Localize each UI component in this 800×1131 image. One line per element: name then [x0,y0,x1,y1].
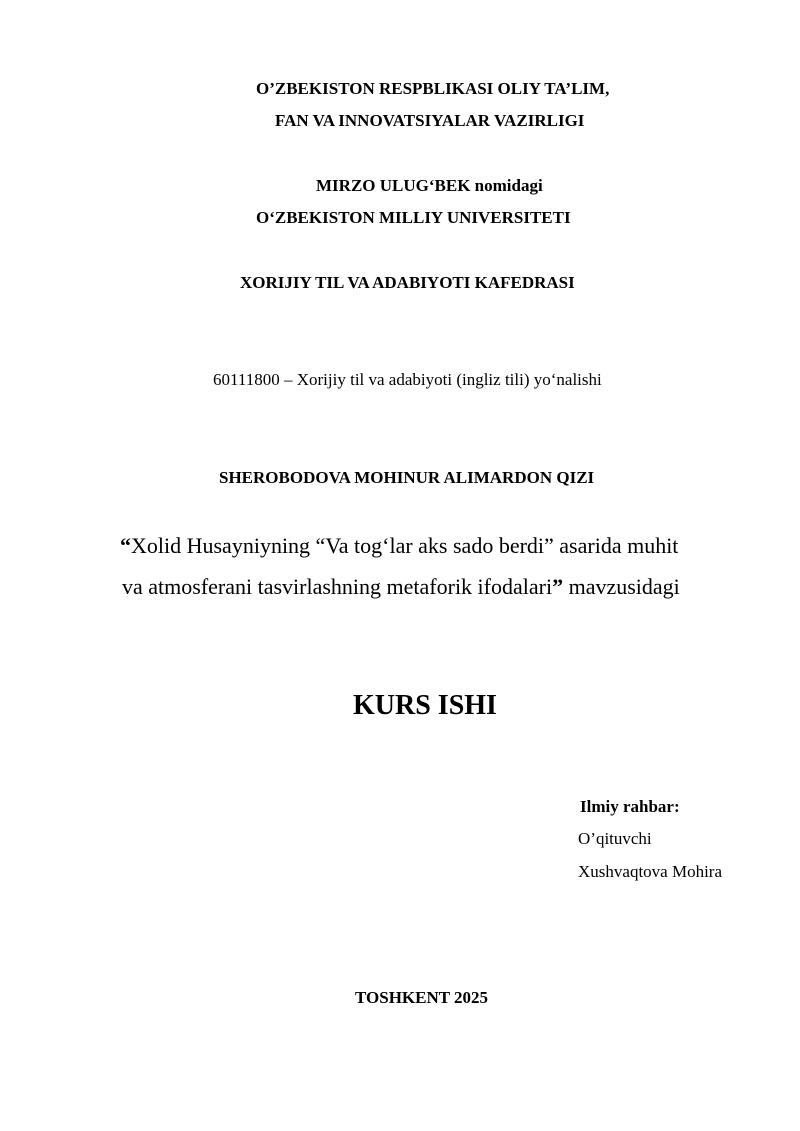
supervisor-label: Ilmiy rahbar: [580,797,680,816]
city-year: TOSHKENT 2025 [355,988,489,1007]
topic-close-quote: ” [552,574,564,599]
supervisor-name: Xushvaqtova Mohira [578,862,723,881]
specialty-line: 60111800 – Xorijiy til va adabiyoti (ingliz tili) yo‘nalishi [213,370,602,389]
university-line-2: O‘ZBEKISTON MILLIY UNIVERSITETI [256,208,571,227]
document-type-title: KURS ISHI [353,690,497,721]
university-line-1: MIRZO ULUG‘BEK nomidagi [316,176,543,195]
topic-line-2-text: va atmosferani tasvirlashning metaforik ifodalari [122,574,553,599]
department-name: XORIJIY TIL VA ADABIYOTI KAFEDRASI [240,273,575,292]
supervisor-position: O’qituvchi [578,829,652,848]
topic-line-1-text: Xolid Husayniyning “Va tog‘lar aks sado berdi” asarida muhit [131,533,679,558]
topic-line-2 [122,576,680,598]
ministry-line-2: FAN VA INNOVATSIYALAR VAZIRLIGI [275,111,585,130]
topic-line-1 [120,535,678,557]
topic-suffix: mavzusidagi [563,574,680,599]
topic-open-quote: “ [120,533,131,558]
ministry-line-1: O’ZBEKISTON RESPBLIKASI OLIY TA’LIM, [256,79,610,98]
author-name: SHEROBODOVA MOHINUR ALIMARDON QIZI [219,468,595,487]
